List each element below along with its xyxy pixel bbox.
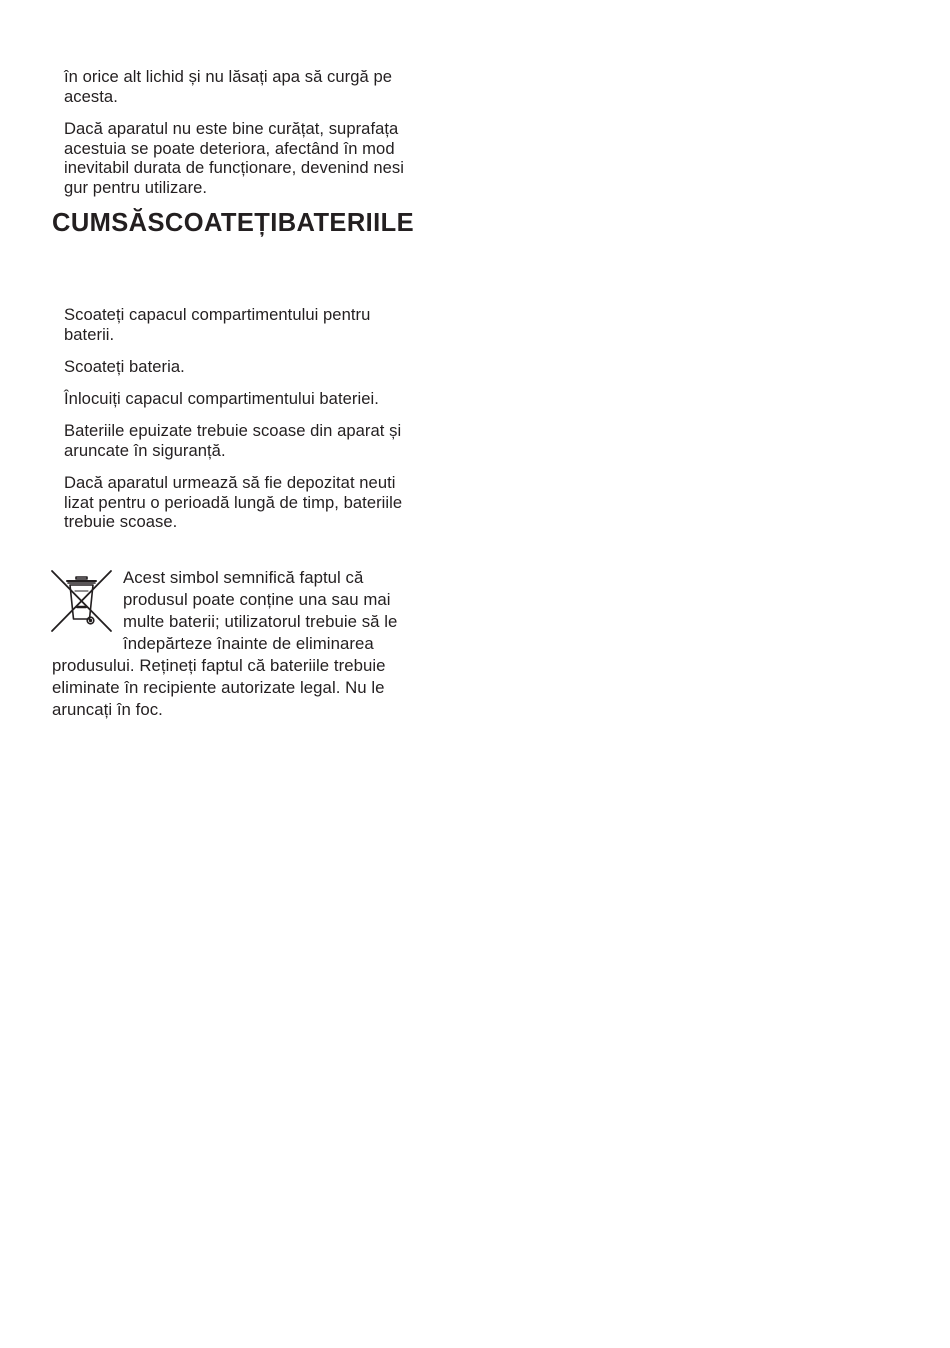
section-heading: CUMSĂSCOATEȚIBATERIILE <box>52 209 415 237</box>
cleaning-note-line: Dacă aparatul nu este bine curățat, suprafața <box>64 119 399 138</box>
step-line: lizat pentru o perioadă lungă de timp, bateriile <box>64 493 403 512</box>
intro-line: acesta. <box>64 87 118 106</box>
disposal-line: produsului. Rețineți faptul că bateriile trebuie <box>52 656 386 675</box>
disposal-line: produsul poate conține una sau mai <box>123 590 391 609</box>
intro-line: în orice alt lichid și nu lăsați apa să curgă pe <box>64 67 393 86</box>
step-line: Scoateți capacul compartimentului pentru <box>64 305 371 324</box>
step-line: Înlocuiți capacul compartimentului bateriei. <box>64 389 379 408</box>
step-line: Dacă aparatul urmează să fie depozitat neuti <box>64 473 396 492</box>
crossed-out-wheelie-bin-icon <box>50 569 113 633</box>
disposal-line: aruncați în foc. <box>52 700 163 719</box>
cleaning-note-line: acestuia se poate deteriora, afectând în mod <box>64 139 395 158</box>
disposal-line: multe baterii; utilizatorul trebuie să le <box>123 612 398 631</box>
cleaning-note-line: gur pentru utilizare. <box>64 178 208 197</box>
disposal-line: îndepărteze înainte de eliminarea <box>123 634 374 653</box>
disposal-line: eliminate în recipiente autorizate legal. Nu le <box>52 678 385 697</box>
cleaning-note-line: inevitabil durata de funcționare, devenind nesi <box>64 158 404 177</box>
step-line: baterii. <box>64 325 115 344</box>
step-line: aruncate în siguranță. <box>64 441 226 460</box>
step-line: Bateriile epuizate trebuie scoase din aparat și <box>64 421 402 440</box>
disposal-line: Acest simbol semnifică faptul că <box>123 568 364 587</box>
step-line: Scoateți bateria. <box>64 357 185 376</box>
step-line: trebuie scoase. <box>64 512 178 531</box>
